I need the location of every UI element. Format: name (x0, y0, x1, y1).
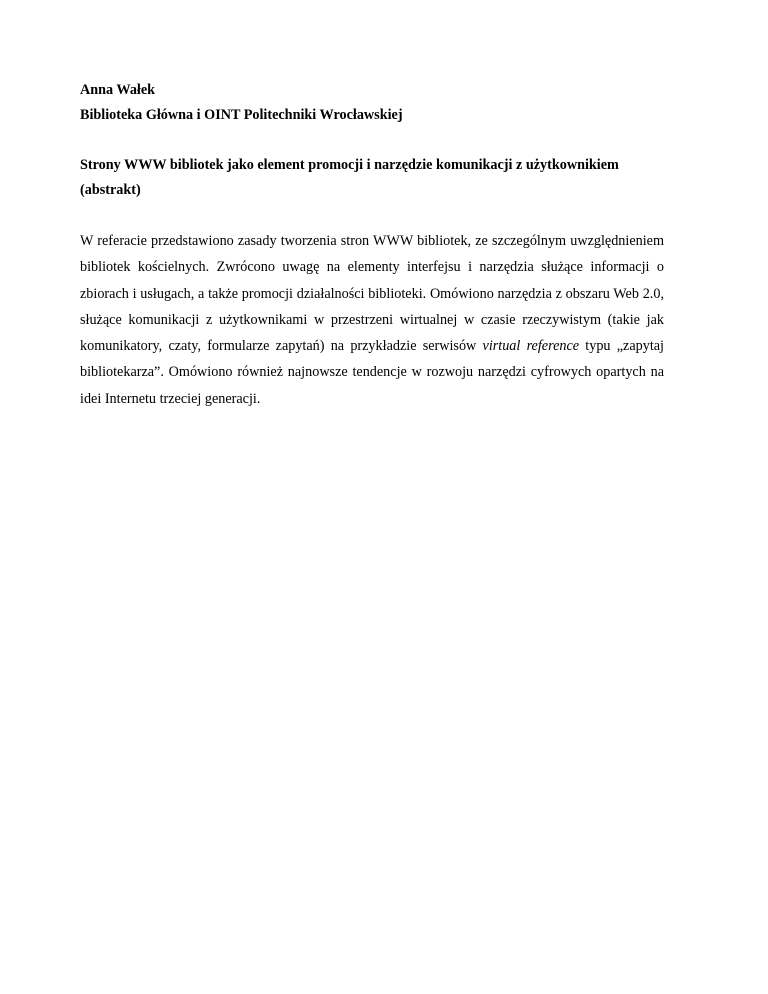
paper-title: Strony WWW bibliotek jako element promocji i narzędzie komunikacji z użytkownikiem (abstrakt) (80, 157, 619, 198)
abstract-text-part2: typu „zapytaj bibliotekarza”. Omówiono również najnowsze tendencje w rozwoju narzędzi cyfrowych opartych na idei Internetu trzeciej generacji. (80, 338, 664, 407)
author-name: Anna Wałek (80, 82, 156, 98)
abstract-text-part1: W referacie przedstawiono zasady tworzenia stron WWW bibliotek, ze szczególnym uwzględnieniem bibliotek kościelnych. Zwrócono uwagę na elementy interfejsu i narzędzia służące informacji o zbiorach i usługach, a także promocji działalności biblioteki. Omówiono narzędzia z obszaru Web 2.0, służące komunikacji z użytkownikami w przestrzeni wirtualnej w czasie rzeczywistym (takie jak komunikatory, czaty, formularze zapytań) na przykładzie serwisów (80, 233, 664, 355)
abstract-italic-term: virtual reference (482, 338, 580, 355)
abstract-paragraph (80, 228, 664, 412)
author-affiliation: Biblioteka Główna i OINT Politechniki Wrocławskiej (80, 107, 403, 123)
spacer (80, 203, 664, 228)
spacer (80, 128, 664, 153)
